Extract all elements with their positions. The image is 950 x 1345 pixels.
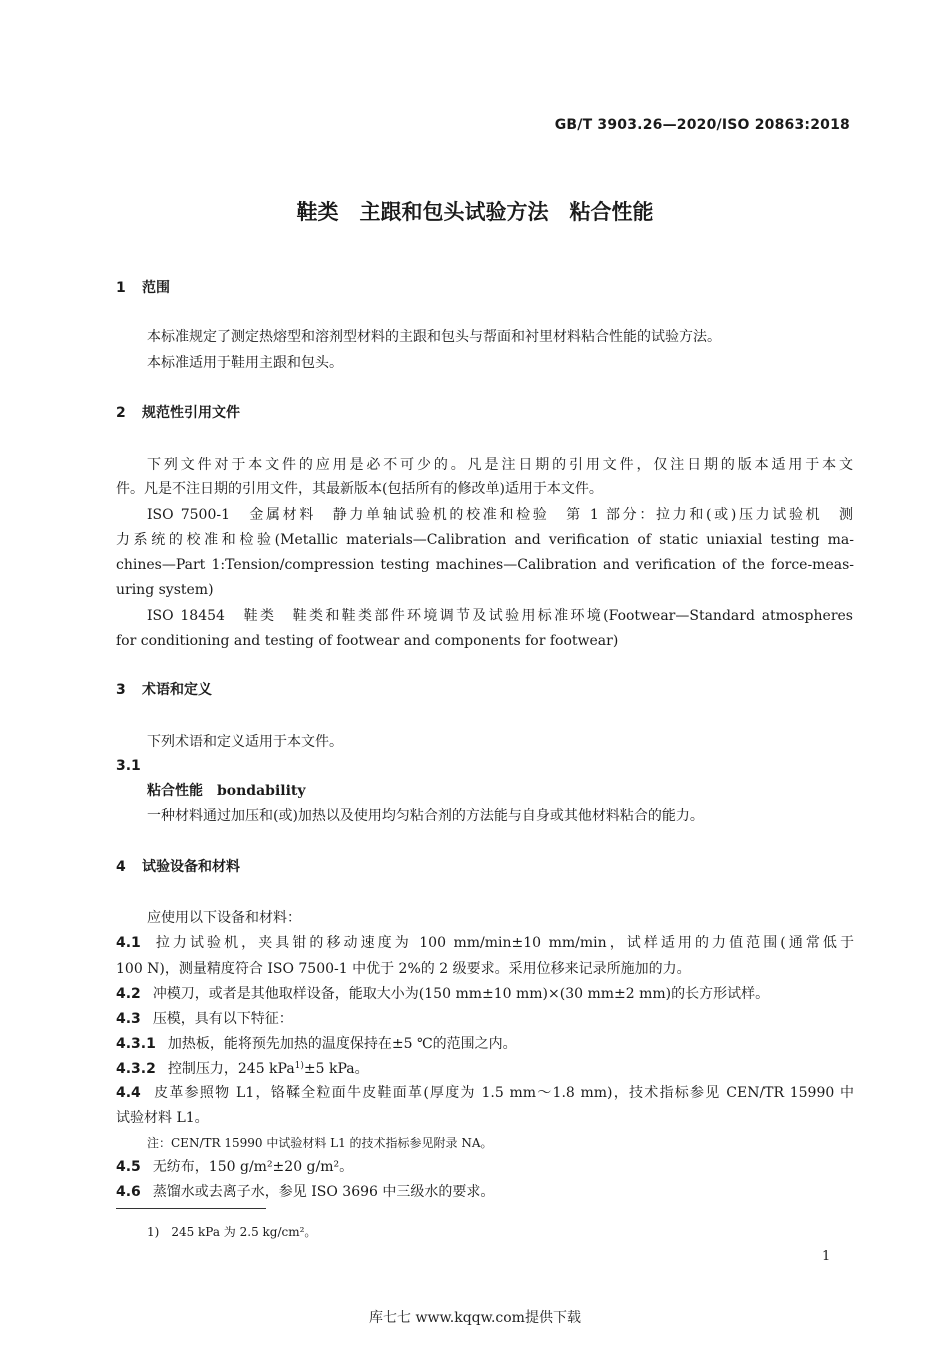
section-1-paragraph: 本标准适用于鞋用主跟和包头。: [147, 355, 343, 371]
reference-iso-18454: for conditioning and testing of footwear and components for footwear): [116, 633, 619, 649]
section-number: 2: [116, 405, 126, 421]
section-2-paragraph: 下列文件对于本文件的应用是必不可少的。凡是注日期的引用文件，仅注日期的版本适用于本文: [147, 457, 853, 473]
item-text: ±5 kPa。: [303, 1061, 369, 1077]
reference-iso-7500-1: uring system): [116, 582, 214, 598]
page-number: 1: [822, 1249, 831, 1264]
footnote: 1) 245 kPa 为 2.5 kg/cm²。: [147, 1225, 317, 1239]
item-number: 4.3: [116, 1011, 141, 1027]
section-4-intro: 应使用以下设备和材料：: [147, 910, 301, 926]
item-4-4: [116, 1086, 854, 1100]
document-title: 鞋类 主跟和包头试验方法 粘合性能: [296, 200, 654, 224]
item-text: 拉力试验机，夹具钳的移动速度为 100 mm/min±10 mm/min，试样适用的力值范围(通常低于: [152, 935, 854, 951]
item-text: 压模，具有以下特征：: [152, 1011, 293, 1027]
term-name: 粘合性能 bondability: [147, 783, 306, 799]
section-title: 范围: [142, 280, 170, 296]
reference-iso-7500-1: 力系统的校准和检验(Metallic materials—Calibration and verification of static uniaxial testing ma-: [116, 532, 854, 548]
section-number: 4: [116, 859, 126, 875]
section-1-paragraph: 本标准规定了测定热熔型和溶剂型材料的主跟和包头与帮面和衬里材料粘合性能的试验方法。: [147, 329, 721, 345]
section-1-heading: [116, 281, 170, 295]
section-2-heading: [116, 406, 240, 420]
item-4-4-continued: 试验材料 L1。: [116, 1110, 209, 1126]
reference-iso-7500-1: ISO 7500-1 金属材料 静力单轴试验机的校准和检验 第 1 部分：拉力和(或)压力试验机 测: [147, 507, 853, 523]
section-title: 术语和定义: [142, 682, 212, 698]
item-number: 4.6: [116, 1184, 141, 1200]
section-3-intro: 下列术语和定义适用于本文件。: [147, 734, 343, 750]
item-text: 冲模刀，或者是其他取样设备，能取大小为(150 mm±10 mm)×(30 mm±2 mm)的长方形试样。: [152, 986, 770, 1002]
section-title: 规范性引用文件: [142, 405, 240, 421]
item-4-2: [116, 987, 769, 1001]
item-4-3-2: [116, 1062, 369, 1076]
note: 注：CEN/TR 15990 中试验材料 L1 的技术指标参见附录 NA。: [147, 1136, 493, 1150]
item-text: 加热板，能将预先加热的温度保持在±5 ℃的范围之内。: [167, 1036, 517, 1052]
reference-iso-7500-1: chines—Part 1:Tension/compression testing machines—Calibration and verification of the force-meas-: [116, 557, 854, 573]
section-number: 3: [116, 682, 126, 698]
item-4-3: [116, 1012, 293, 1026]
item-number: 4.3.1: [116, 1036, 156, 1052]
item-4-5: [116, 1160, 353, 1174]
item-4-1: [116, 936, 854, 950]
section-number: 1: [116, 280, 126, 296]
term-definition: 一种材料通过加压和(或)加热以及使用均匀粘合剂的方法能与自身或其他材料粘合的能力。: [147, 808, 704, 824]
item-number: 4.2: [116, 986, 141, 1002]
item-4-6: [116, 1185, 494, 1199]
item-number: 4.3.2: [116, 1061, 156, 1077]
footnote-divider: [116, 1208, 266, 1209]
item-4-3-1: [116, 1037, 517, 1051]
standard-code: GB/T 3903.26—2020/ISO 20863:2018: [554, 117, 850, 133]
item-text: 蒸馏水或去离子水，参见 ISO 3696 中三级水的要求。: [152, 1184, 495, 1200]
section-3-heading: [116, 683, 212, 697]
item-number: 4.1: [116, 935, 141, 951]
reference-iso-18454: ISO 18454 鞋类 鞋类和鞋类部件环境调节及试验用标准环境(Footwear—Standard atmospheres: [147, 608, 853, 624]
section-2-paragraph: 件。凡是不注日期的引用文件，其最新版本(包括所有的修改单)适用于本文件。: [116, 481, 603, 497]
download-watermark: 库七七 www.kqqw.com提供下载: [369, 1310, 581, 1326]
item-text: 无纺布，150 g/m²±20 g/m²。: [152, 1159, 354, 1175]
footnote-marker: 1): [294, 1061, 304, 1071]
item-text: 皮革参照物 L1，铬鞣全粒面牛皮鞋面革(厚度为 1.5 mm～1.8 mm)，技术指标参见 CEN/TR 15990 中: [152, 1085, 854, 1101]
item-4-1-continued: 100 N)，测量精度符合 ISO 7500-1 中优于 2%的 2 级要求。采用位移来记录所施加的力。: [116, 961, 691, 977]
section-title: 试验设备和材料: [142, 859, 240, 875]
item-number: 4.5: [116, 1159, 141, 1175]
item-number: 4.4: [116, 1085, 141, 1101]
term-number: 3.1: [116, 758, 141, 774]
section-4-heading: [116, 860, 240, 874]
item-text: 控制压力，245 kPa: [167, 1061, 295, 1077]
